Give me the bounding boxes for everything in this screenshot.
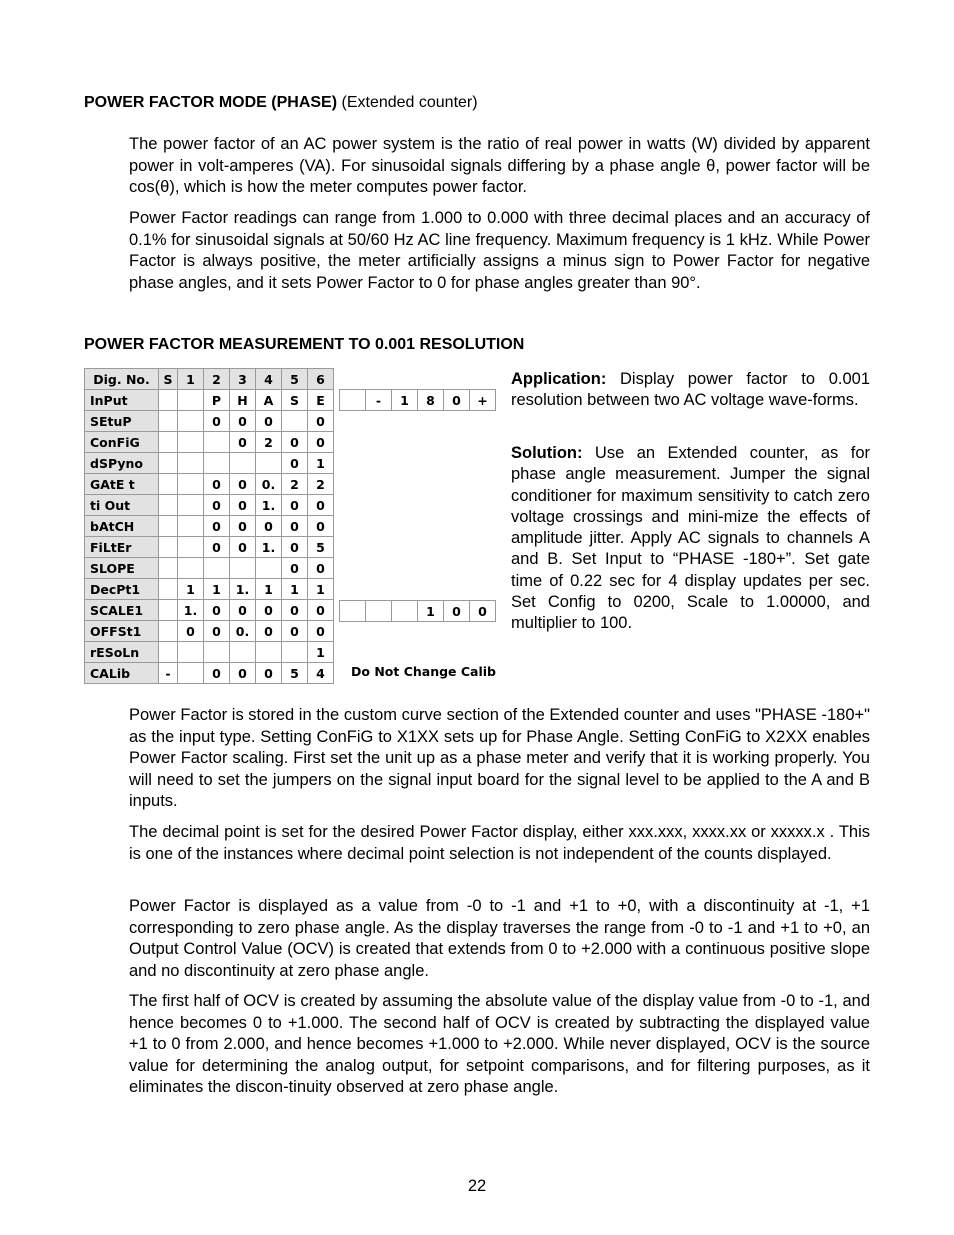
application-paragraph bbox=[511, 369, 870, 412]
table-row bbox=[85, 663, 334, 684]
digit-cell: 0 bbox=[204, 516, 230, 537]
digit-cell: 0 bbox=[230, 600, 256, 621]
table-row bbox=[85, 537, 334, 558]
scale-extra-cell: 1 bbox=[418, 601, 444, 622]
digit-cell: 0 bbox=[282, 432, 308, 453]
digit-cell: 0. bbox=[256, 474, 282, 495]
header-cell: 5 bbox=[282, 369, 308, 390]
digit-cell: 0 bbox=[308, 432, 334, 453]
digit-cell: 0 bbox=[204, 411, 230, 432]
digit-cell: 0 bbox=[204, 537, 230, 558]
digit-cell: 0 bbox=[204, 663, 230, 684]
digit-cell: 0 bbox=[308, 621, 334, 642]
digit-cell bbox=[178, 495, 204, 516]
table-row bbox=[85, 411, 334, 432]
digit-cell: 0 bbox=[282, 558, 308, 579]
table-row bbox=[85, 495, 334, 516]
table-header-row bbox=[85, 369, 334, 390]
parameter-label: FiLtEr bbox=[85, 537, 159, 558]
digit-cell: P bbox=[204, 390, 230, 411]
digit-cell: 0 bbox=[230, 516, 256, 537]
parameter-label: dSPyno bbox=[85, 453, 159, 474]
page-number: 22 bbox=[467, 1177, 487, 1195]
parameter-label: SEtuP bbox=[85, 411, 159, 432]
digit-cell bbox=[256, 558, 282, 579]
input-extra-cell: - bbox=[366, 390, 392, 411]
body-paragraph-2: The decimal point is set for the desired Power Factor display, either xxx.xxx, xxxx.xx or xxxxx.x . This is one of the instances where decimal point selection is not independent of the counts displayed. bbox=[129, 823, 870, 863]
scale-extra-cell: 0 bbox=[444, 601, 470, 622]
digit-cell: 0 bbox=[256, 516, 282, 537]
application-label: Application: bbox=[511, 370, 607, 388]
digit-cell bbox=[178, 558, 204, 579]
digit-cell: 1 bbox=[308, 453, 334, 474]
scale-extra-cell bbox=[366, 601, 392, 622]
application-text: Display power factor to 0.001 resolution between two AC voltage wave-forms. bbox=[511, 370, 870, 410]
digit-cell: - bbox=[159, 663, 178, 684]
table-row bbox=[85, 453, 334, 474]
digit-cell: 1 bbox=[178, 579, 204, 600]
header-cell: 2 bbox=[204, 369, 230, 390]
calib-note: Do Not Change Calib bbox=[351, 664, 497, 679]
header-cell: 3 bbox=[230, 369, 256, 390]
header-cell: 1 bbox=[178, 369, 204, 390]
digit-cell: 5 bbox=[308, 537, 334, 558]
digit-cell: S bbox=[282, 390, 308, 411]
digit-cell: 1 bbox=[308, 579, 334, 600]
digit-cell bbox=[282, 411, 308, 432]
digit-cell: 2 bbox=[308, 474, 334, 495]
scale-extra-cell: 0 bbox=[470, 601, 496, 622]
parameter-label: rESoLn bbox=[85, 642, 159, 663]
input-extra-row bbox=[340, 390, 496, 411]
digit-cell bbox=[159, 432, 178, 453]
digit-cell bbox=[159, 411, 178, 432]
scale-extra-row bbox=[340, 601, 496, 622]
digit-cell bbox=[159, 474, 178, 495]
digit-cell: 1 bbox=[204, 579, 230, 600]
input-extra-cell: + bbox=[470, 390, 496, 411]
parameter-label: SLOPE bbox=[85, 558, 159, 579]
intro-paragraph-2: Power Factor readings can range from 1.000 to 0.000 with three decimal places and an accuracy of 0.1% for sinusoidal signals at 50/60 Hz AC line frequency. Maximum frequency is 1 kHz. While Power Factor is always positive, the meter artificially assigns a minus sign to Power Factor for negative phase angles, and it sets Power Factor to 0 for phase angles greater than 90°. bbox=[129, 209, 870, 292]
digit-cell: 1 bbox=[282, 579, 308, 600]
digit-cell bbox=[230, 558, 256, 579]
table-row bbox=[85, 642, 334, 663]
digit-cell: E bbox=[308, 390, 334, 411]
digit-cell: 0 bbox=[282, 453, 308, 474]
input-extra-table bbox=[339, 389, 496, 411]
scale-extra-cell bbox=[392, 601, 418, 622]
digit-cell: 0 bbox=[308, 558, 334, 579]
digit-cell bbox=[204, 432, 230, 453]
digit-cell: 2 bbox=[256, 432, 282, 453]
digit-cell bbox=[178, 537, 204, 558]
digit-cell: 0 bbox=[282, 537, 308, 558]
digit-cell: 1. bbox=[178, 600, 204, 621]
parameter-label: bAtCH bbox=[85, 516, 159, 537]
body-paragraph-4: The first half of OCV is created by assuming the absolute value of the display value from -0 to -1, and hence becomes 0 to +1.000. The second half of OCV is created by subtracting the displayed value +1 to 0 from 2.000, and hence becomes +1.000 to +2.000. While never displayed, OCV is the source value for determining the analog output, for setpoint comparisons, and for filtering purposes, as it eliminates the discon-tinuity observed at zero phase angle. bbox=[129, 992, 870, 1097]
digit-cell bbox=[159, 495, 178, 516]
digit-cell: A bbox=[256, 390, 282, 411]
digit-cell: 0 bbox=[178, 621, 204, 642]
table-row bbox=[85, 621, 334, 642]
input-extra-cell bbox=[340, 390, 366, 411]
parameter-label: ti Out bbox=[85, 495, 159, 516]
header-cell: 4 bbox=[256, 369, 282, 390]
input-extra-cell: 1 bbox=[392, 390, 418, 411]
table-row bbox=[85, 558, 334, 579]
digit-cell: 0 bbox=[230, 495, 256, 516]
table-row bbox=[85, 390, 334, 411]
digit-cell: 0 bbox=[256, 411, 282, 432]
digit-cell: 0 bbox=[282, 516, 308, 537]
digit-cell: 0 bbox=[308, 411, 334, 432]
settings-table bbox=[84, 368, 334, 684]
digit-cell: 0 bbox=[204, 600, 230, 621]
digit-cell bbox=[159, 621, 178, 642]
digit-cell: 1. bbox=[230, 579, 256, 600]
digit-cell bbox=[178, 411, 204, 432]
digit-cell bbox=[204, 558, 230, 579]
digit-cell: 1. bbox=[256, 537, 282, 558]
input-extra-cell: 8 bbox=[418, 390, 444, 411]
digit-cell: 0 bbox=[230, 411, 256, 432]
digit-cell bbox=[178, 516, 204, 537]
table-row bbox=[85, 474, 334, 495]
table-row bbox=[85, 579, 334, 600]
digit-cell: 0 bbox=[282, 621, 308, 642]
digit-cell bbox=[159, 579, 178, 600]
solution-label: Solution: bbox=[511, 444, 583, 462]
digit-cell bbox=[178, 453, 204, 474]
table-row bbox=[85, 432, 334, 453]
digit-cell bbox=[204, 642, 230, 663]
digit-cell bbox=[230, 453, 256, 474]
digit-cell bbox=[159, 390, 178, 411]
scale-extra-cell bbox=[340, 601, 366, 622]
header-cell: Dig. No. bbox=[85, 369, 159, 390]
parameter-label: DecPt1 bbox=[85, 579, 159, 600]
digit-cell: 0 bbox=[230, 432, 256, 453]
digit-cell: H bbox=[230, 390, 256, 411]
digit-cell: 0 bbox=[230, 537, 256, 558]
table-row bbox=[85, 600, 334, 621]
digit-cell: 0 bbox=[256, 663, 282, 684]
digit-cell: 1. bbox=[256, 495, 282, 516]
digit-cell bbox=[256, 642, 282, 663]
digit-cell: 0 bbox=[230, 474, 256, 495]
digit-cell: 0 bbox=[282, 495, 308, 516]
parameter-label: CALib bbox=[85, 663, 159, 684]
digit-cell: 0 bbox=[282, 600, 308, 621]
digit-cell bbox=[178, 390, 204, 411]
parameter-label: InPut bbox=[85, 390, 159, 411]
subsection-heading: POWER FACTOR MEASUREMENT TO 0.001 RESOLUTION bbox=[84, 336, 525, 353]
digit-cell bbox=[159, 537, 178, 558]
body-paragraph-1: Power Factor is stored in the custom curve section of the Extended counter and uses "PHASE -180+" as the input type. Setting ConFiG to X1XX sets up for Phase Angle. Setting ConFiG to X2XX enables Power Factor scaling. First set the unit up as a phase meter and verify that it is working properly. You will need to set the jumpers on the signal input board for the signal level to be applied to the A and B inputs. bbox=[129, 706, 870, 811]
digit-cell: 1 bbox=[308, 642, 334, 663]
section-heading: POWER FACTOR MODE (PHASE) (Extended counter) bbox=[84, 94, 478, 111]
digit-cell bbox=[159, 642, 178, 663]
header-cell: 6 bbox=[308, 369, 334, 390]
digit-cell bbox=[159, 600, 178, 621]
parameter-label: OFFSt1 bbox=[85, 621, 159, 642]
digit-cell bbox=[178, 474, 204, 495]
digit-cell bbox=[178, 663, 204, 684]
digit-cell bbox=[159, 453, 178, 474]
digit-cell: 0 bbox=[204, 495, 230, 516]
digit-cell: 0 bbox=[204, 474, 230, 495]
digit-cell: 0 bbox=[230, 663, 256, 684]
intro-paragraph-1: The power factor of an AC power system is the ratio of real power in watts (W) divided by apparent power in volt-amperes (VA). For sinusoidal signals differing by a phase angle θ, power factor will be cos(θ), which is how the meter computes power factor. bbox=[129, 135, 870, 197]
input-extra-cell: 0 bbox=[444, 390, 470, 411]
digit-cell: 2 bbox=[282, 474, 308, 495]
table-row bbox=[85, 516, 334, 537]
digit-cell bbox=[204, 453, 230, 474]
parameter-label: GAtE t bbox=[85, 474, 159, 495]
digit-cell: 0 bbox=[308, 495, 334, 516]
digit-cell: 4 bbox=[308, 663, 334, 684]
digit-cell bbox=[230, 642, 256, 663]
digit-cell: 0. bbox=[230, 621, 256, 642]
digit-cell: 5 bbox=[282, 663, 308, 684]
digit-cell: 0 bbox=[204, 621, 230, 642]
digit-cell: 1 bbox=[256, 579, 282, 600]
digit-cell bbox=[282, 642, 308, 663]
digit-cell bbox=[159, 558, 178, 579]
digit-cell: 0 bbox=[256, 621, 282, 642]
digit-cell: 0 bbox=[256, 600, 282, 621]
digit-cell: 0 bbox=[308, 600, 334, 621]
solution-text: Use an Extended counter, as for phase angle measurement. Jumper the signal conditioner for maximum sensitivity to catch zero voltage crossings and mini-mize the effects of amplitude jitter. Apply AC signals to channels A and B. Set Input to “PHASE -180+”. Set gate time of 0.22 sec for 4 display updates per sec. Set Config to 0200, Scale to 1.00000, and multiplier to 100. bbox=[511, 444, 870, 633]
parameter-label: ConFiG bbox=[85, 432, 159, 453]
digit-cell bbox=[178, 432, 204, 453]
header-cell: S bbox=[159, 369, 178, 390]
digit-cell bbox=[178, 642, 204, 663]
parameter-label: SCALE1 bbox=[85, 600, 159, 621]
digit-cell bbox=[256, 453, 282, 474]
digit-cell: 0 bbox=[308, 516, 334, 537]
scale-extra-table bbox=[339, 600, 496, 622]
body-paragraph-3: Power Factor is displayed as a value from -0 to -1 and +1 to +0, with a discontinuity at -1, +1 corresponding to zero phase angle. As the display traverses the range from -0 to -1 and +1 to +0, an Output Control Value (OCV) is created that extends from 0 to +2.000 with a continuous positive slope and no discontinuity at zero phase angle. bbox=[129, 897, 870, 980]
solution-paragraph bbox=[511, 443, 870, 635]
digit-cell bbox=[159, 516, 178, 537]
